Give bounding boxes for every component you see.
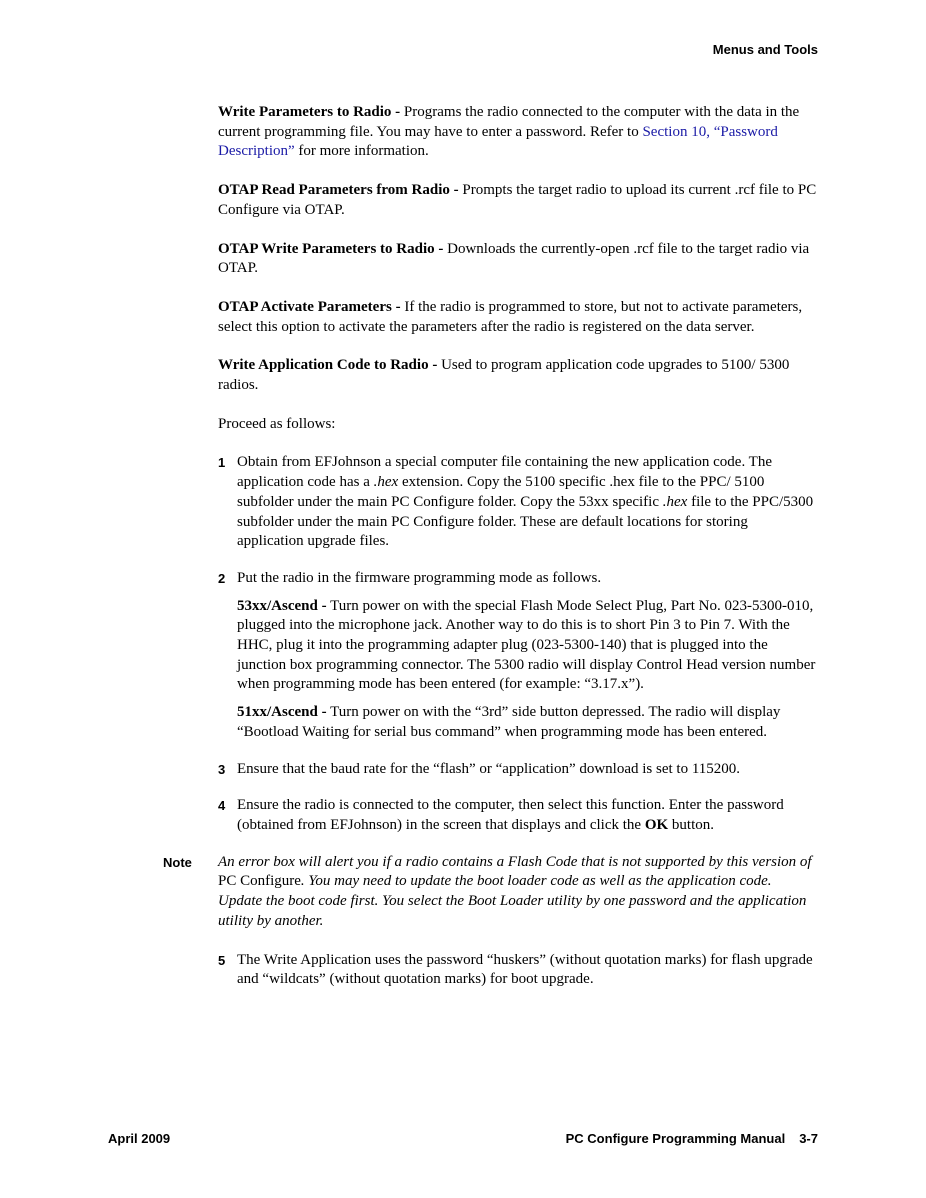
running-header: Menus and Tools [712, 42, 818, 57]
definition-otap-read: OTAP Read Parameters from Radio - Prompts the target radio to upload its current .rcf file to PC Configure via OTAP. [218, 182, 817, 218]
step-4: 4 Ensure the radio is connected to the computer, then select this function. Enter the password (obtained from EFJohnson) in the screen that displays and click the OK button. [218, 797, 784, 833]
term: 53xx/Ascend - [237, 597, 327, 614]
page-number: 3-7 [799, 1131, 818, 1146]
term: Write Parameters to Radio - [218, 104, 401, 120]
term: 51xx/Ascend - [237, 704, 327, 721]
note-block: Note An error box will alert you if a radio contains a Flash Code that is not supported by this version of PC Configure. You may need to update the boot loader code as well as the application code. Update the boot code first. You select the Boot Loader utility by one password and the application utility by another. [163, 853, 812, 929]
definition-write-parameters: Write Parameters to Radio - Programs the radio connected to the computer with the data in the current programming file. You may have to enter a password. Refer to Section 10, “Password Description” for more information. [218, 104, 800, 160]
term: OTAP Write Parameters to Radio - [218, 240, 444, 257]
proceed-text: Proceed as follows: [218, 415, 336, 432]
definition-write-application: Write Application Code to Radio - Used to program application code upgrades to 5100/ 5300 radios. [218, 357, 790, 394]
footer-date: April 2009 [108, 1131, 171, 1146]
footer-manual-title: PC Configure Programming Manual [565, 1131, 786, 1146]
step-number: 1 [218, 455, 226, 471]
sub-51xx-ascend: 51xx/Ascend - Turn power on with the “3rd” side button depressed. The radio will display “Bootload Waiting for serial bus command” when programming mode has been entered. [237, 704, 781, 740]
page-body [163, 103, 818, 1007]
step-number: 2 [218, 570, 226, 586]
step-2: 2 Put the radio in the firmware programming mode as follows. 53xx/Ascend - Turn power on with the special Flash Mode Select Plug, Part No. 023-5300-010, plugged into the microphone jack. Another way to do this is to short Pin 3 to Pin 7. With the HHC, plug it into the programming adapter plug (023-5300-140) that is plugged into the junction box programming connector. The 5300 radio will display Control Head version number when programming mode has been entered (for example: “3.17.x”). 51xx/Ascend - Turn power on with the “3rd” side button depressed. The radio will display “Bootload Waiting for serial bus command” when programming mode has been entered. [218, 569, 818, 743]
section-10-link[interactable]: Section 10, “Password Description” [218, 123, 778, 160]
step-3: 3 Ensure that the baud rate for the “flash” or “application” download is set to 115200. [218, 760, 818, 780]
footer-manual [566, 1131, 818, 1146]
sub-53xx-ascend: 53xx/Ascend - Turn power on with the special Flash Mode Select Plug, Part No. 023-5300-010, plugged into the microphone jack. Another way to do this is to short Pin 3 to Pin 7. With the HHC, plug it into the programming adapter plug (023-5300-140) that is plugged into the junction box programming connector. The 5300 radio will display Control Head version number when programming mode has been entered (for example: “3.17.x”). [237, 597, 816, 693]
definition-otap-activate: OTAP Activate Parameters - If the radio is programmed to store, but not to activate parameters, select this option to activate the parameters after the radio is registered on the data server. [218, 298, 803, 335]
step-number: 3 [218, 761, 226, 777]
note-label: Note [163, 854, 192, 870]
term: OTAP Activate Parameters - [218, 298, 401, 315]
term: Write Application Code to Radio - [218, 357, 438, 374]
definition-otap-write: OTAP Write Parameters to Radio - Downloads the currently-open .rcf file to the target radio via OTAP. [218, 240, 810, 277]
step-1: 1 Obtain from EFJohnson a special computer file containing the new application code. The application code has a .hex extension. Copy the 5100 specific .hex file to the PPC/ 5100 subfolder under the main PC Configure folder. Copy the 53xx specific .hex file to the PPC/5300 subfolder under the main PC Configure folder. These are default locations for storing application upgrade files. [218, 454, 814, 550]
term: OTAP Read Parameters from Radio - [218, 182, 459, 199]
step-5: 5 The Write Application uses the password “huskers” (without quotation marks) for flash upgrade and “wildcats” (without quotation marks) for boot upgrade. [218, 951, 813, 988]
step-number: 4 [218, 798, 226, 814]
step-number: 5 [218, 952, 226, 968]
